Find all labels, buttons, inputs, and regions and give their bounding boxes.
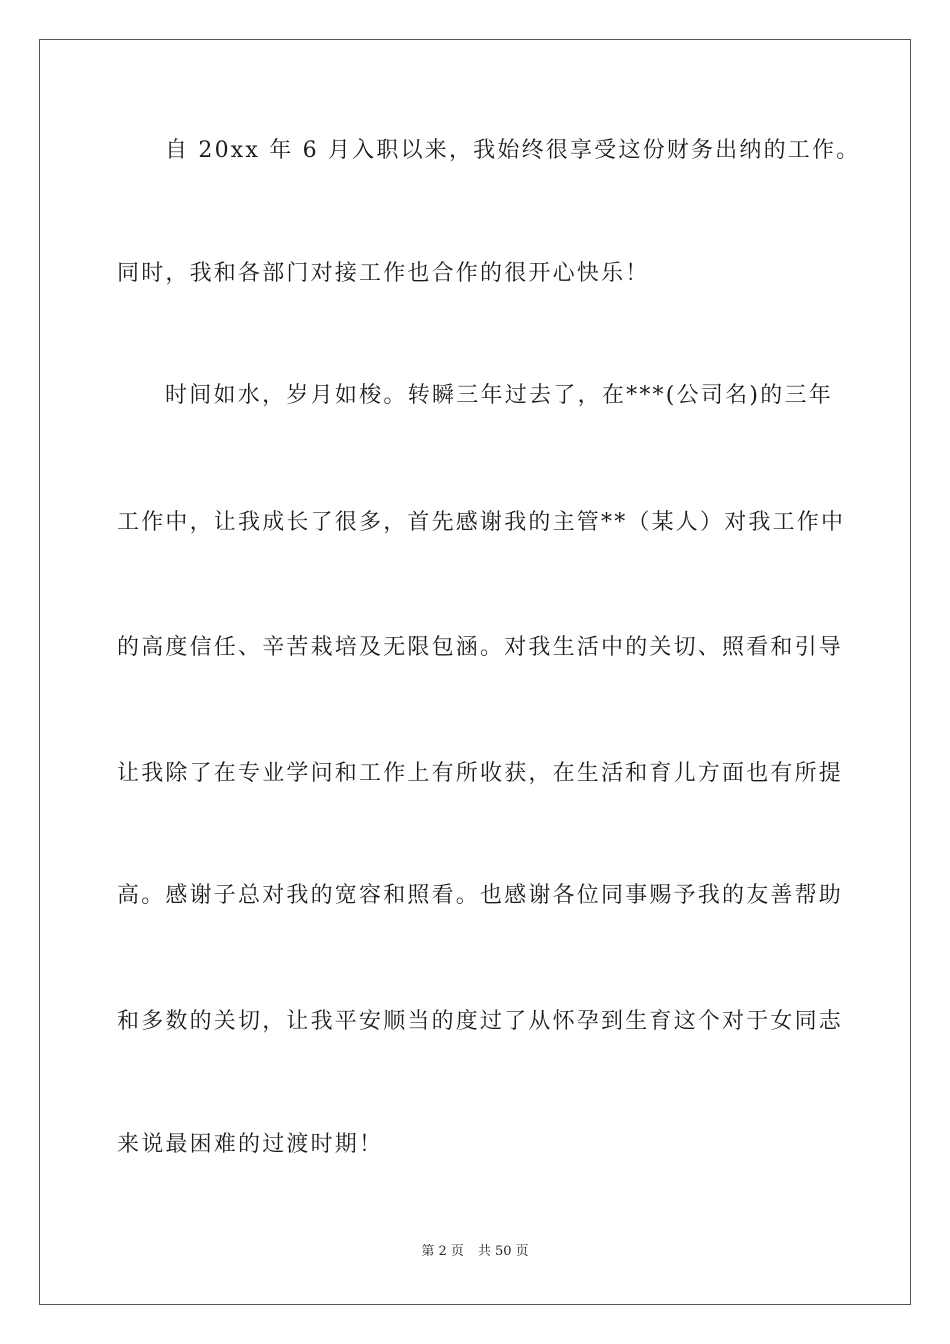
paragraph-line: 时间如水，岁月如梭。转瞬三年过去了，在***(公司名)的三年 <box>165 383 833 408</box>
paragraph-line: 工作中，让我成长了很多，首先感谢我的主管**（某人）对我工作中 <box>117 510 846 535</box>
page-border <box>39 39 911 1305</box>
page-footer <box>0 1243 950 1261</box>
paragraph-line: 和多数的关切，让我平安顺当的度过了从怀孕到生育这个对于女同志 <box>117 1009 844 1034</box>
paragraph-line: 同时，我和各部门对接工作也合作的很开心快乐！ <box>117 261 650 286</box>
page-number: 第 2 页 <box>421 1244 464 1259</box>
paragraph-line: 来说最困难的过渡时期！ <box>117 1132 384 1157</box>
paragraph-line: 自 20xx 年 6 月入职以来，我始终很享受这份财务出纳的工作。 <box>165 138 861 163</box>
paragraph-line: 让我除了在专业学问和工作上有所收获，在生活和育儿方面也有所提 <box>117 761 844 786</box>
page-total: 共 50 页 <box>477 1244 529 1259</box>
paragraph-line: 的高度信任、辛苦栽培及无限包涵。对我生活中的关切、照看和引导 <box>117 635 844 660</box>
paragraph-line: 高。感谢子总对我的宽容和照看。也感谢各位同事赐予我的友善帮助 <box>117 883 844 908</box>
